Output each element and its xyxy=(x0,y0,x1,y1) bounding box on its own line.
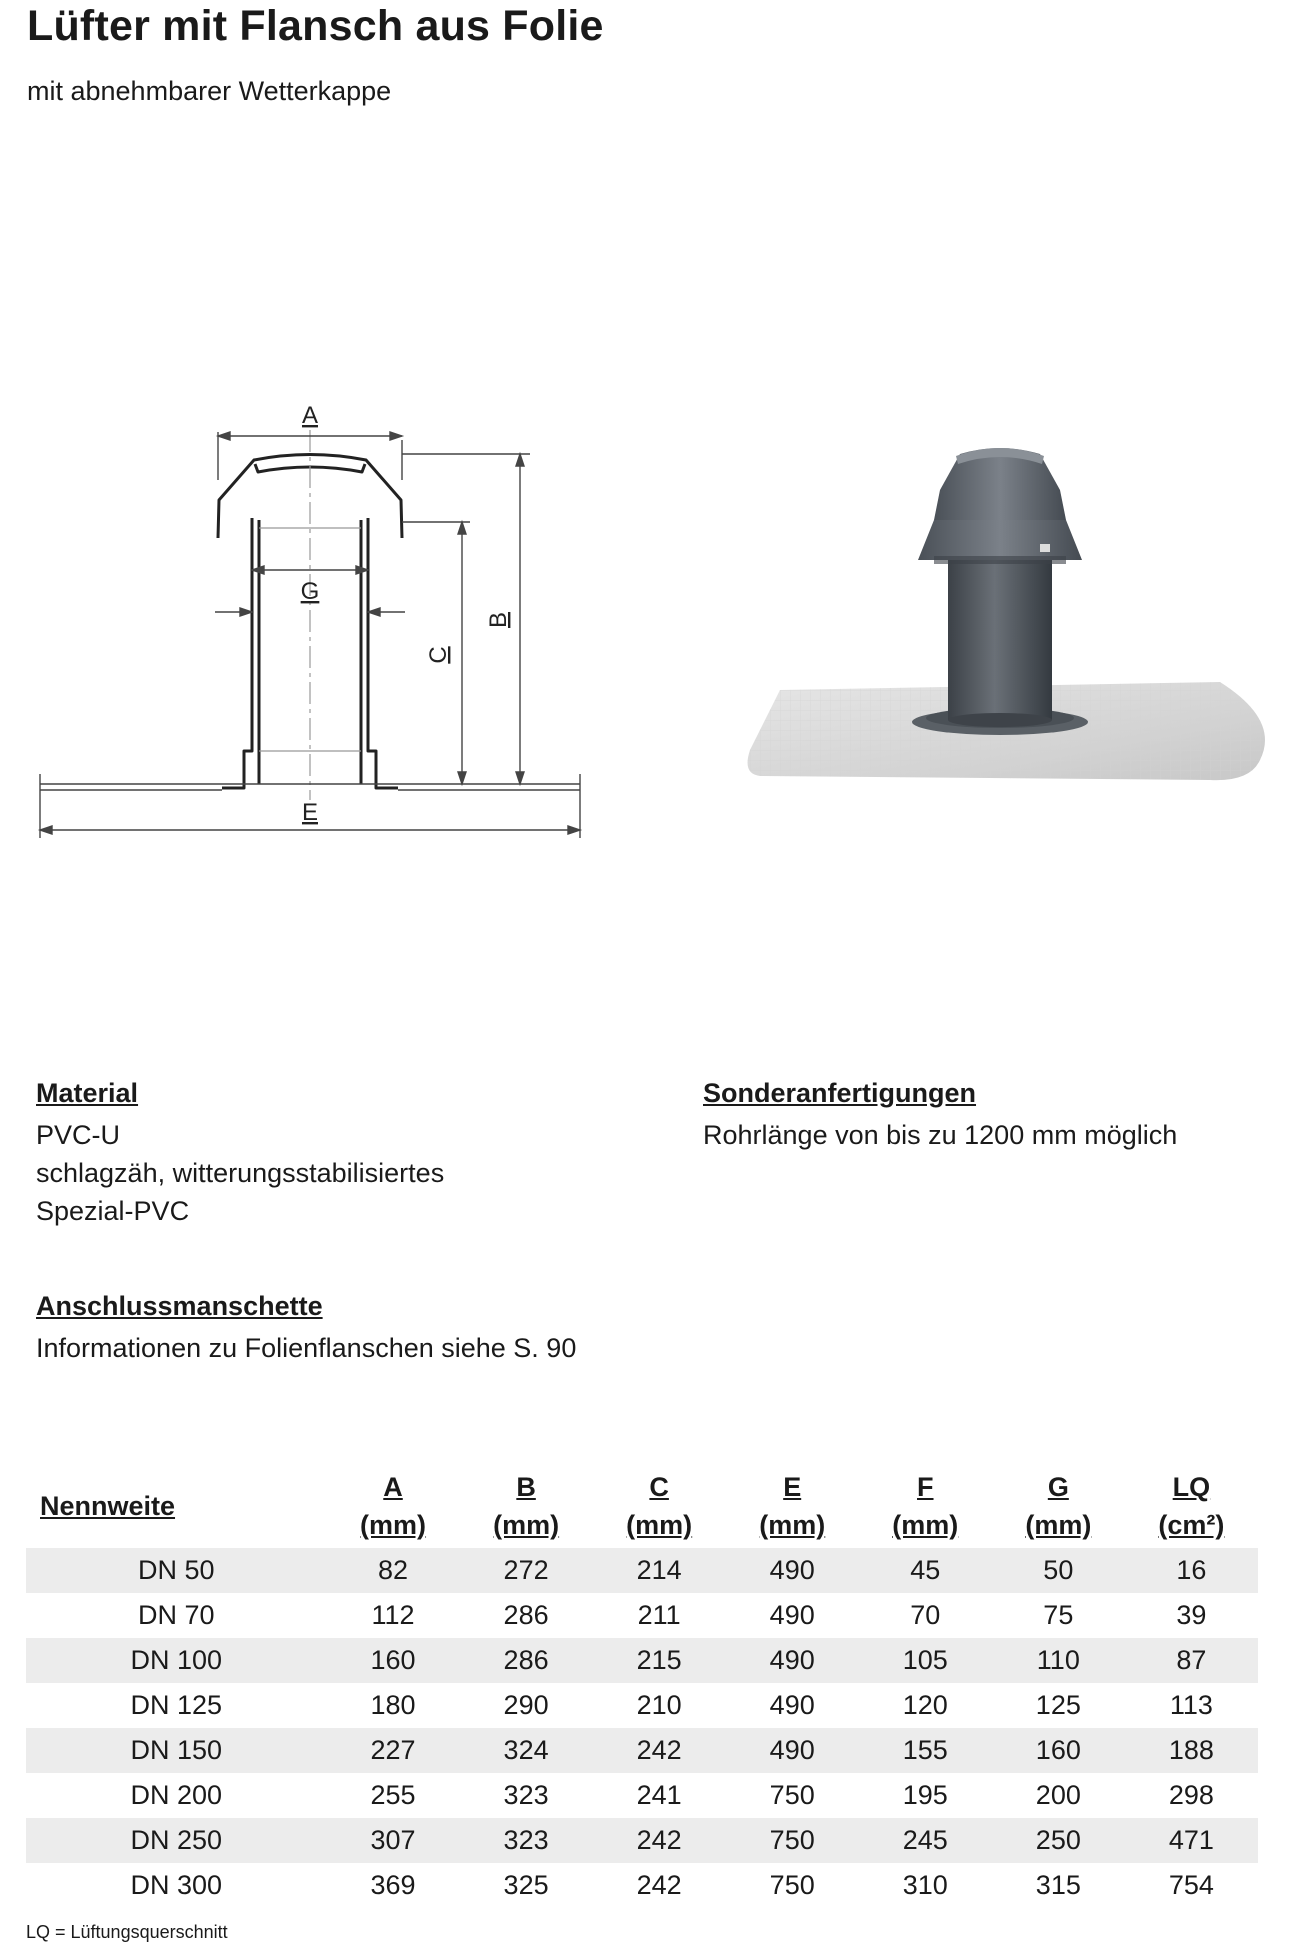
table-row xyxy=(26,1638,1258,1683)
table-cell: 200 xyxy=(1035,1780,1081,1810)
table-cell: 39 xyxy=(1176,1600,1207,1630)
table-cell: DN 150 xyxy=(26,1728,326,1773)
table-cell: 16 xyxy=(1125,1548,1258,1593)
page-subtitle: mit abnehmbarer Wetterkappe xyxy=(27,76,392,106)
table-cell: 325 xyxy=(503,1870,549,1900)
table-cell: 323 xyxy=(503,1780,549,1810)
technical-drawing xyxy=(0,380,620,860)
table-row xyxy=(26,1728,1258,1773)
table-row xyxy=(26,1548,1258,1593)
table-cell: 155 xyxy=(859,1728,992,1773)
weather-cap xyxy=(934,448,1066,520)
table-cell: 105 xyxy=(859,1638,992,1683)
sonderanfertigungen-text: Rohrlänge von bis zu 1200 mm möglich xyxy=(703,1120,1178,1150)
table-cell: 323 xyxy=(460,1818,593,1863)
pipe-left xyxy=(222,518,252,788)
label-g: G xyxy=(300,578,320,605)
col-header-nennweite: Nennweite xyxy=(40,1491,176,1521)
spec-table xyxy=(26,1468,1258,1908)
table-cell: 50 xyxy=(992,1548,1125,1593)
table-cell: 211 xyxy=(637,1600,681,1630)
table-cell: 286 xyxy=(503,1600,549,1630)
table-cell: 315 xyxy=(1035,1870,1081,1900)
material-line: Spezial-PVC xyxy=(36,1196,190,1226)
material-section xyxy=(36,1074,444,1230)
table-cell: 242 xyxy=(636,1870,682,1900)
col-header-c: C (mm) xyxy=(626,1472,693,1540)
table-cell: 180 xyxy=(370,1690,416,1720)
table-cell: 750 xyxy=(769,1780,815,1810)
table-cell: 112 xyxy=(371,1600,415,1630)
table-cell: 188 xyxy=(1125,1728,1258,1773)
table-cell: 750 xyxy=(726,1818,859,1863)
table-cell: 754 xyxy=(1168,1870,1214,1900)
anschluss-text: Informationen zu Folienflanschen siehe S. 90 xyxy=(36,1333,577,1363)
table-cell: DN 70 xyxy=(137,1600,215,1630)
table-cell: DN 100 xyxy=(26,1638,326,1683)
table-cell: 490 xyxy=(726,1548,859,1593)
label-c: C xyxy=(425,646,452,664)
table-cell: 45 xyxy=(859,1548,992,1593)
table-cell: 242 xyxy=(593,1728,726,1773)
table-cell: 70 xyxy=(910,1600,941,1630)
table-cell: 125 xyxy=(1035,1690,1081,1720)
table-row xyxy=(26,1863,1258,1908)
table-cell: 242 xyxy=(593,1818,726,1863)
label-b: B xyxy=(485,611,512,629)
table-cell: 245 xyxy=(859,1818,992,1863)
table-row xyxy=(26,1773,1258,1818)
table-cell: 82 xyxy=(326,1548,459,1593)
material-heading: Material xyxy=(36,1078,139,1108)
label-a: A xyxy=(301,402,319,429)
table-cell: 310 xyxy=(902,1870,948,1900)
table-cell: 75 xyxy=(1043,1600,1074,1630)
product-photo xyxy=(730,420,1290,820)
sonderanfertigungen-heading: Sonderanfertigungen xyxy=(703,1078,977,1108)
table-cell: 286 xyxy=(460,1638,593,1683)
table-cell: 210 xyxy=(636,1690,682,1720)
table-cell: 298 xyxy=(1168,1780,1214,1810)
table-cell: 113 xyxy=(1169,1690,1213,1720)
table-cell: 227 xyxy=(326,1728,459,1773)
table-row xyxy=(26,1683,1258,1728)
table-cell: 215 xyxy=(593,1638,726,1683)
table-cell: DN 125 xyxy=(130,1690,223,1720)
anschluss-section xyxy=(36,1287,576,1367)
table-cell: DN 300 xyxy=(130,1870,223,1900)
table-cell: 250 xyxy=(992,1818,1125,1863)
sonderanfertigungen-section xyxy=(703,1074,1177,1154)
anschluss-heading: Anschlussmanschette xyxy=(36,1291,323,1321)
col-header-a: A (mm) xyxy=(360,1472,427,1540)
col-header-b: B (mm) xyxy=(493,1472,560,1540)
col-header-lq: LQ (cm²) xyxy=(1158,1472,1225,1540)
table-row xyxy=(26,1593,1258,1638)
table-cell: 324 xyxy=(460,1728,593,1773)
table-cell: 490 xyxy=(769,1600,815,1630)
table-cell: 110 xyxy=(992,1638,1125,1683)
table-cell: 750 xyxy=(769,1870,815,1900)
pipe-right xyxy=(368,518,398,788)
label-e: E xyxy=(301,799,319,826)
page-title: Lüfter mit Flansch aus Folie xyxy=(27,2,604,50)
table-cell: 160 xyxy=(326,1638,459,1683)
table-cell: 87 xyxy=(1125,1638,1258,1683)
table-cell: DN 200 xyxy=(130,1780,223,1810)
table-cell: 120 xyxy=(902,1690,948,1720)
table-cell: 195 xyxy=(902,1780,948,1810)
table-cell: 490 xyxy=(769,1690,815,1720)
table-cell: 290 xyxy=(503,1690,549,1720)
col-header-f: F (mm) xyxy=(892,1472,959,1540)
table-cell: DN 50 xyxy=(26,1548,326,1593)
table-cell: 369 xyxy=(370,1870,416,1900)
material-line: schlagzäh, witterungsstabilisiertes xyxy=(36,1158,445,1188)
table-row xyxy=(26,1818,1258,1863)
material-line: PVC-U xyxy=(36,1120,121,1150)
table-cell: 241 xyxy=(636,1780,682,1810)
table-cell: 214 xyxy=(593,1548,726,1593)
table-cell: 160 xyxy=(992,1728,1125,1773)
table-header-row xyxy=(26,1468,1258,1548)
col-header-g: G (mm) xyxy=(1025,1472,1092,1540)
table-cell: 490 xyxy=(726,1638,859,1683)
table-cell: 490 xyxy=(726,1728,859,1773)
table-cell: 307 xyxy=(326,1818,459,1863)
table-cell: 255 xyxy=(370,1780,416,1810)
table-cell: 272 xyxy=(460,1548,593,1593)
table-cell: 471 xyxy=(1125,1818,1258,1863)
footnote: LQ = Lüftungsquerschnitt xyxy=(26,1922,228,1942)
col-header-e: E (mm) xyxy=(759,1472,826,1540)
table-cell: DN 250 xyxy=(26,1818,326,1863)
